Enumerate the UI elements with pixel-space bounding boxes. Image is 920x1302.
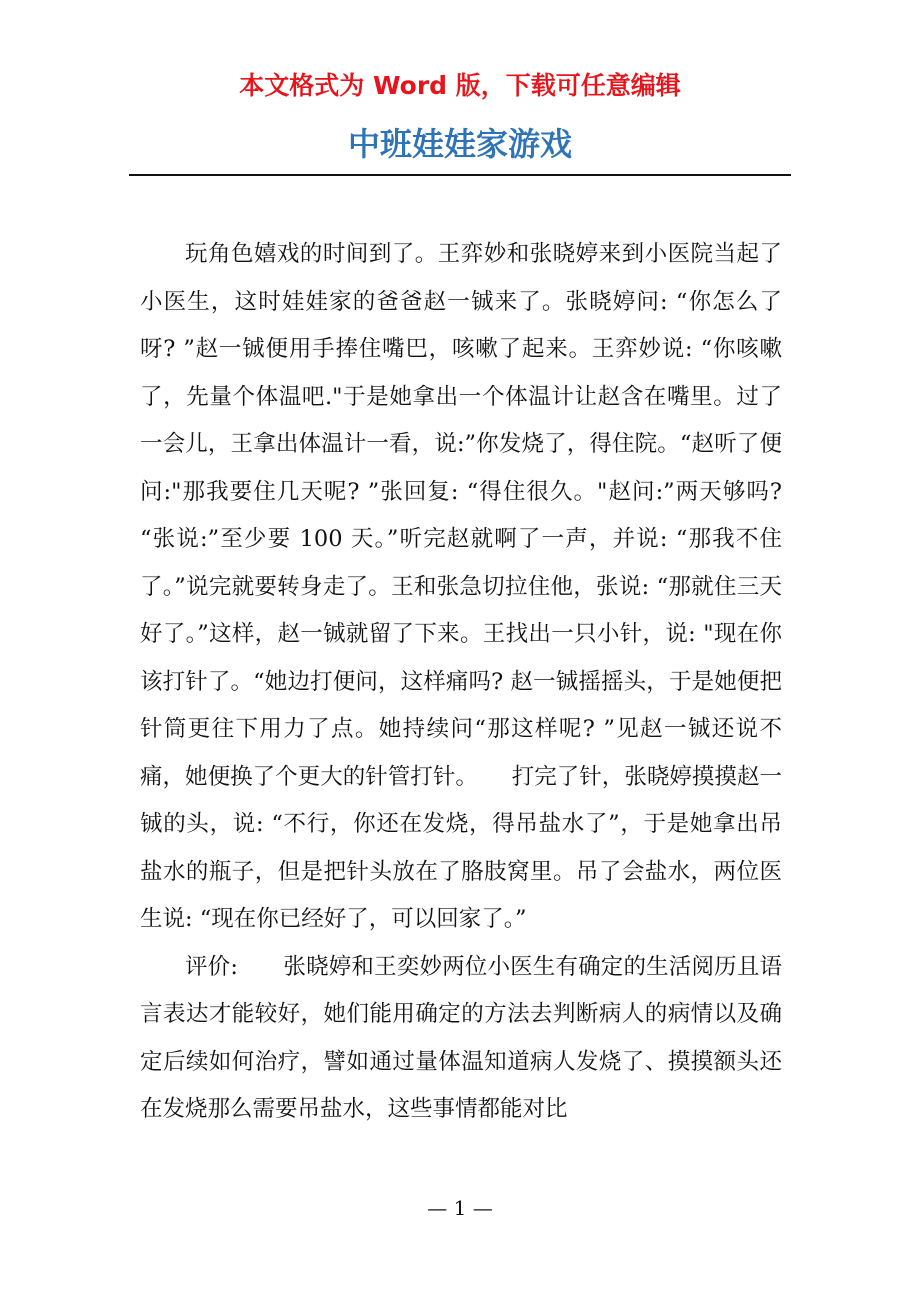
title-divider — [129, 174, 791, 176]
document-body — [140, 231, 782, 1134]
page-number: — 1 — — [427, 1196, 493, 1220]
paragraph-evaluation: 评价: 张晓婷和王奕妙两位小医生有确定的生活阅历且语言表达才能较好，她们能用确定的方法去判断病人的病情以及确定后续如何治疗，譬如通过量体温知道病人发烧了、摸摸额头还在发烧那么需要吊盐水，这些事情都能对比 — [140, 953, 782, 1122]
page-title: 中班娃娃家游戏 — [347, 125, 572, 163]
paragraph-story: 玩角色嬉戏的时间到了。王弈妙和张晓婷来到小医院当起了小医生，这时娃娃家的爸爸赵一铖来了。张晓婷问: “你怎么了呀? ”赵一铖便用手捧住嘴巴，咳嗽了起来。王弈妙说: “你咳嗽了，先量个体温吧."于是她拿出一个体温计让赵含在嘴里。过了一会儿，王拿出体温计一看，说:”你发烧了，得住院。“赵听了便问:"那我要住几天呢? ”张回复: “得住很久。"赵问:”两天够吗? “张说:”至少要 100 天。”听完赵就啊了一声，并说: “那我不住了。”说完就要转身走了。王和张急切拉住他，张说: “那就住三天好了。”这样，赵一铖就留了下来。王找出一只小针，说: "现在你该打针了。“她边打便问，这样痛吗? 赵一铖摇摇头，于是她便把针筒更往下用力了点。她持续问“那这样呢? ”见赵一铖还说不痛，她便换了个更大的针管打针。 打完了针，张晓婷摸摸赵一铖的头，说: “不行，你还在发烧，得吊盐水了”，于是她拿出吊盐水的瓶子，但是把针头放在了胳肢窝里。吊了会盐水，两位医生说: “现在你已经好了，可以回家了。” — [140, 241, 782, 932]
format-notice: 本文格式为 Word 版，下载可任意编辑 — [239, 71, 681, 100]
